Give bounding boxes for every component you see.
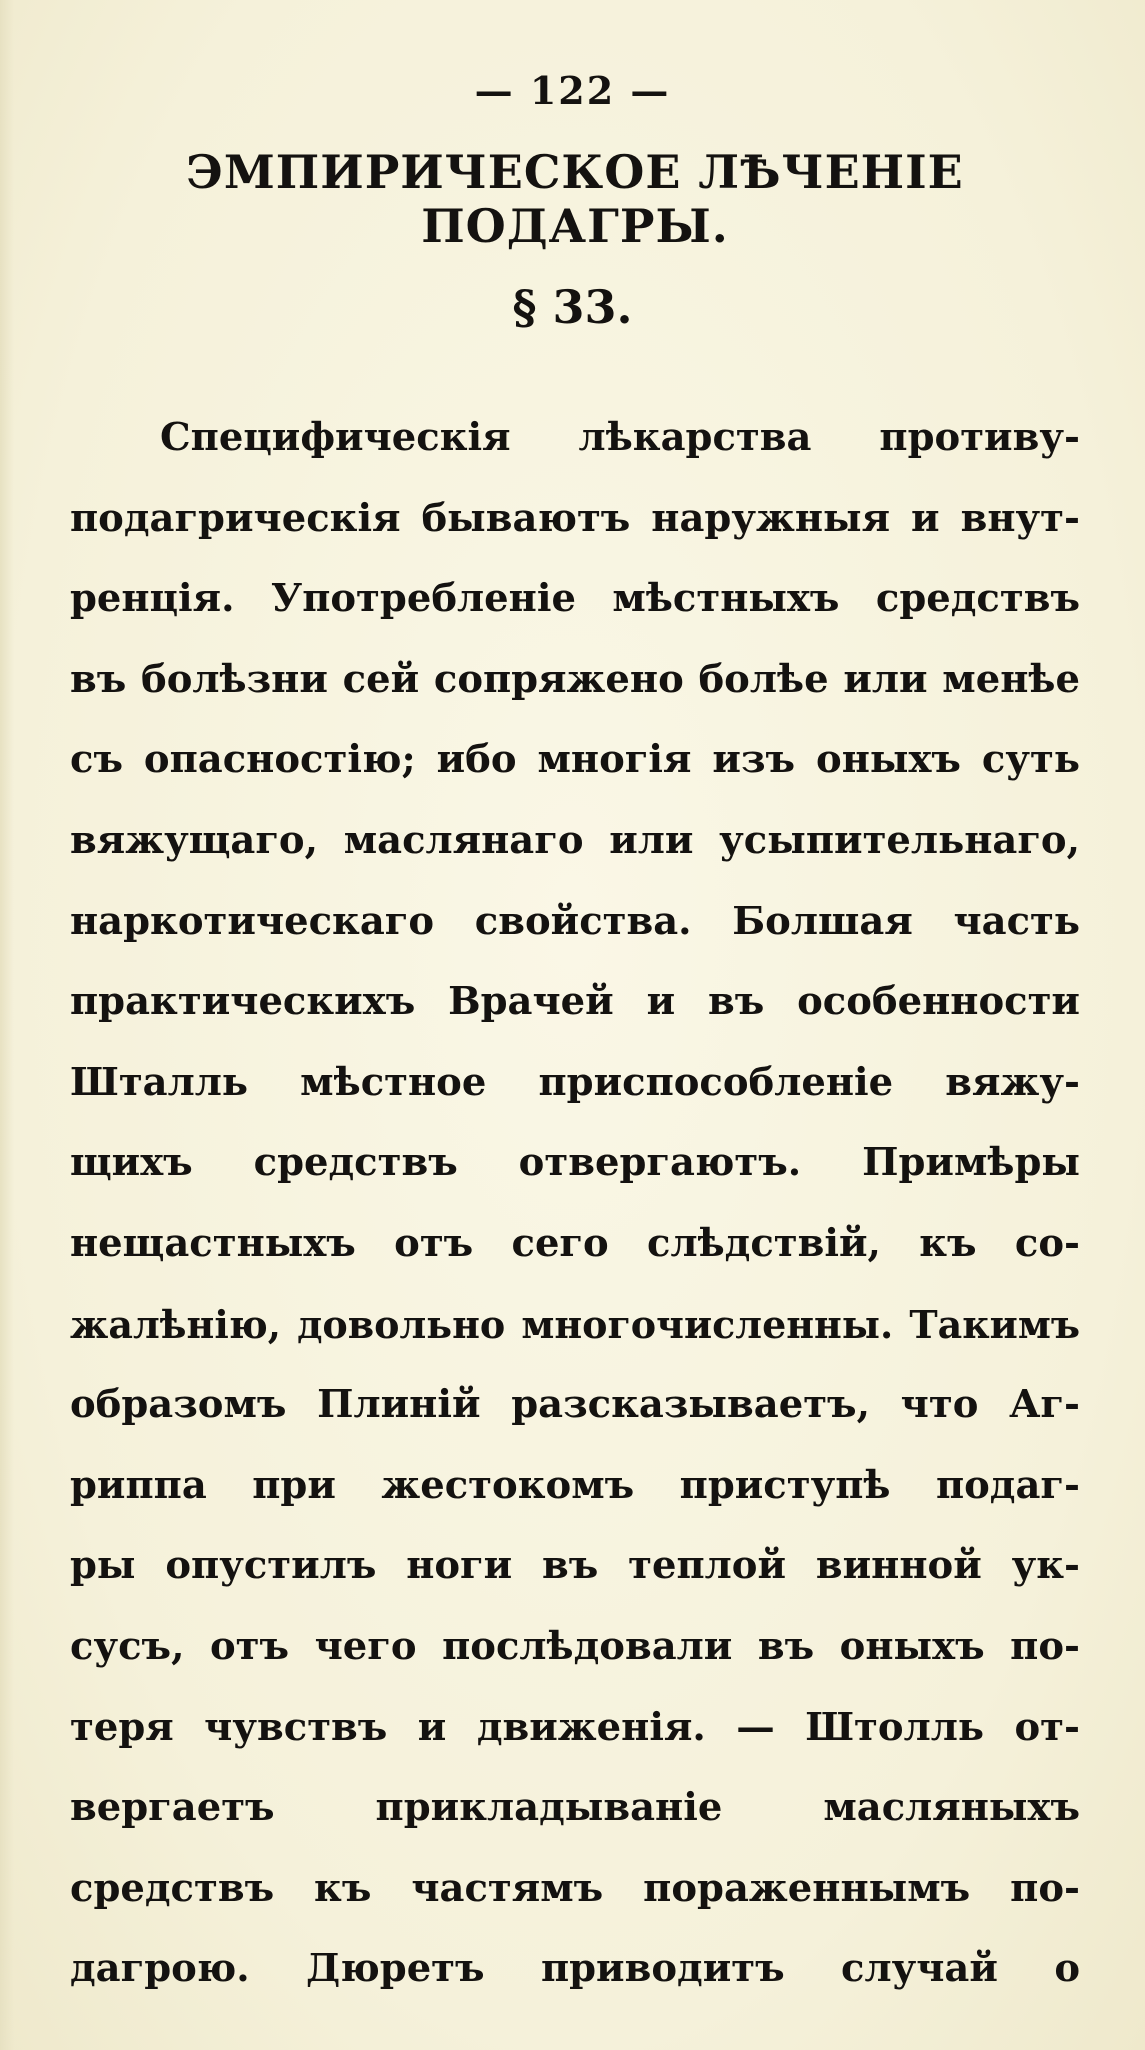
text-line: ренція. Употребленіе мѣстныхъ средствъ bbox=[70, 576, 1080, 622]
text-line: Шталль мѣстное приспособленіе вяжу- bbox=[70, 1059, 1080, 1105]
text-line: Специфическія лѣкарства противу- bbox=[160, 415, 1080, 460]
text-line: въ болѣзни сей сопряжено болѣе или менѣе bbox=[70, 656, 1080, 702]
text-line: вяжущаго, маслянаго или усыпительнаго, bbox=[70, 817, 1080, 863]
text-line: подагрическія бываютъ наружныя и внут- bbox=[70, 495, 1080, 541]
text-line: ры опустилъ ноги въ теплой винной ук- bbox=[70, 1543, 1080, 1589]
text-line: теря чувствъ и движенія. — Штолль от- bbox=[70, 1704, 1080, 1750]
body-text bbox=[70, 398, 1080, 2010]
text-line: риппа при жестокомъ приступѣ подаг- bbox=[70, 1462, 1080, 1508]
text-line: жалѣнію, довольно многочисленны. Такимъ bbox=[70, 1301, 1080, 1347]
chapter-title: ЭМПИРИЧЕСКОЕ ЛѢЧЕНІЕ ПОДАГРЫ. bbox=[186, 145, 964, 253]
text-line: нещастныхъ отъ сего слѣдствій, къ со- bbox=[70, 1220, 1080, 1266]
text-line: практическихъ Врачей и въ особенности bbox=[70, 979, 1080, 1025]
text-line: наркотическаго свойства. Болшая часть bbox=[70, 898, 1080, 944]
section-number: § 33. bbox=[512, 280, 633, 334]
text-line: вергаетъ прикладываніе масляныхъ bbox=[70, 1785, 1080, 1831]
text-line: дагрою. Дюретъ приводитъ случай о bbox=[70, 1946, 1080, 1992]
page-number: — 122 — bbox=[474, 68, 671, 113]
text-line: щихъ средствъ отвергаютъ. Примѣры bbox=[70, 1140, 1080, 1186]
text-line: образомъ Плиній разсказываетъ, что Аг- bbox=[70, 1382, 1080, 1428]
text-line: съ опасностію; ибо многія изъ оныхъ суть bbox=[70, 737, 1080, 783]
text-line: сусъ, отъ чего послѣдовали въ оныхъ по- bbox=[70, 1623, 1080, 1669]
text-line: средствъ къ частямъ пораженнымъ по- bbox=[70, 1865, 1080, 1911]
